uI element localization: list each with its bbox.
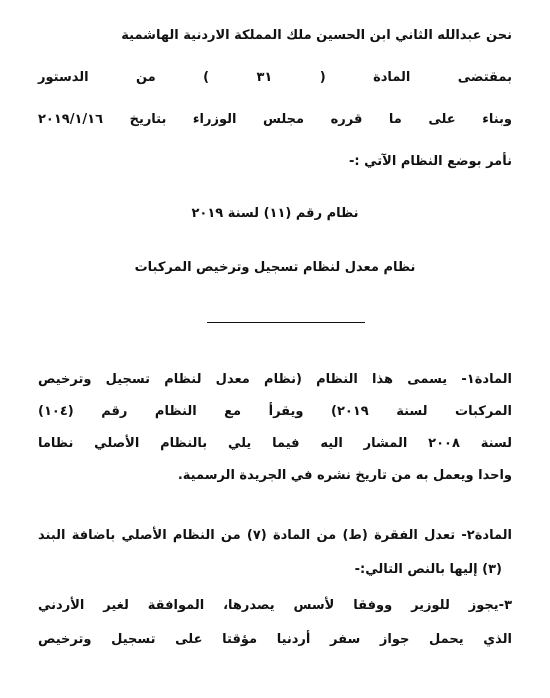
article2-clause3-line1: ٣-يجوز للوزير ووفقا لأسس يصدرها، الموافقة لغير الأردني bbox=[38, 598, 512, 613]
article2-clause3-line2: الذي يحمل جواز سفر أردنيا مؤقتا على تسجيل وترخيص bbox=[38, 632, 512, 647]
preamble-order-line: نأمر بوضع النظام الآتي :- bbox=[349, 154, 512, 169]
article1-line3: لسنة ٢٠٠٨ المشار اليه فيما يلي بالنظام الأصلي نظاما bbox=[38, 436, 512, 451]
article1-line2: المركبات لسنة ٢٠١٩) ويقرأ مع النظام رقم (١٠٤) bbox=[38, 404, 512, 419]
article1-line4: واحدا ويعمل به من تاريخ نشره في الجريدة الرسمية. bbox=[177, 468, 512, 483]
regulation-title: نظام معدل لنظام تسجيل وترخيص المركبات bbox=[134, 260, 416, 275]
article2-line2: (٣) إليها بالنص التالي:- bbox=[354, 562, 502, 577]
article1-line1: المادة١- يسمى هذا النظام (نظام معدل لنظام تسجيل وترخيص bbox=[38, 372, 512, 387]
regulation-number: نظام رقم (١١) لسنة ٢٠١٩ bbox=[191, 206, 359, 221]
article2-line1: المادة٢- تعدل الفقرة (ط) من المادة (٧) من النظام الأصلي باضافة البند bbox=[38, 528, 512, 543]
title-divider bbox=[207, 322, 365, 323]
preamble-cabinet-line: وبناء على ما قرره مجلس الوزراء بتاريخ ٢٠١٩/١/١٦ bbox=[38, 112, 512, 127]
preamble-constitution-line: بمقتضى المادة ( ٣١ ) من الدستور bbox=[38, 70, 512, 85]
preamble-king-line: نحن عبدالله الثاني ابن الحسين ملك المملكة الاردنية الهاشمية bbox=[121, 28, 512, 43]
